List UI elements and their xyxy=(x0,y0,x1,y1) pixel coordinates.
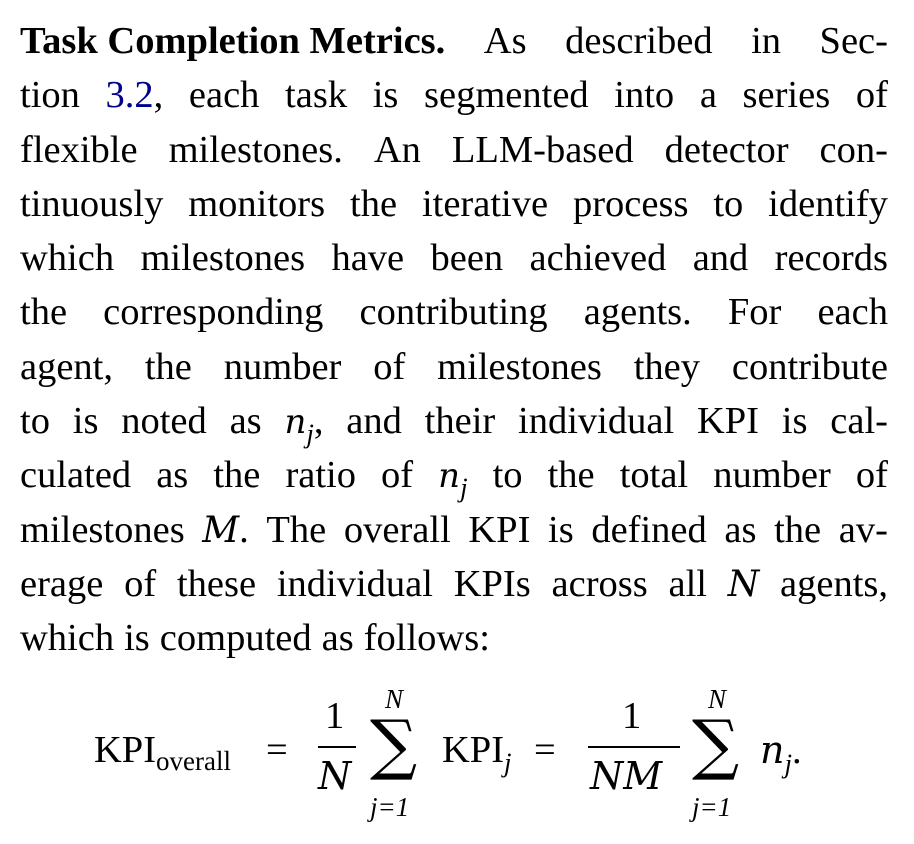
word: erage xyxy=(20,562,104,605)
paragraph-line xyxy=(20,557,888,611)
word: KPI xyxy=(696,400,759,443)
word: An xyxy=(373,128,421,171)
word: contributing xyxy=(359,291,548,334)
word: each xyxy=(817,291,888,334)
paragraph-line xyxy=(20,448,888,502)
section-heading: Task Completion Metrics. xyxy=(20,20,446,62)
frac2-denominator: NM xyxy=(590,754,663,798)
sum1-sigma-icon: ∑ xyxy=(370,706,418,783)
word: individual xyxy=(276,562,433,605)
word: $n_j$, xyxy=(284,400,324,449)
word: which xyxy=(20,617,115,660)
word: noted xyxy=(121,400,207,443)
word: these xyxy=(176,562,257,605)
eq-lhs: $KPI_{overall}$ xyxy=(94,729,232,777)
word: culated xyxy=(20,454,132,497)
word: and xyxy=(692,237,749,280)
word: ratio xyxy=(285,454,356,497)
eq-term-kpi-j: $KPI_j$ xyxy=(442,729,512,778)
paragraph-line xyxy=(20,177,888,231)
sum1-lower-limit: j=1 xyxy=(370,792,410,822)
word: KPI xyxy=(468,508,531,551)
word: is xyxy=(781,400,808,443)
word: is xyxy=(72,400,99,443)
sum2-upper-limit: N xyxy=(708,684,727,714)
word: across xyxy=(551,562,648,605)
word: av- xyxy=(838,508,888,551)
eq-equals-1: = xyxy=(266,729,288,771)
frac1-numerator: 1 xyxy=(325,695,345,737)
word: process xyxy=(572,182,689,225)
word: cal- xyxy=(830,400,888,443)
word: As xyxy=(483,20,527,62)
word: $n_j$ xyxy=(438,456,468,503)
word: contribute xyxy=(731,345,888,388)
word: milestones. xyxy=(168,128,343,171)
word: agents. xyxy=(583,291,692,334)
word: The xyxy=(266,508,327,551)
word: all xyxy=(668,562,707,605)
word: achieved xyxy=(529,237,667,280)
word: agents, xyxy=(780,562,888,605)
word: task xyxy=(285,74,348,117)
frac2-numerator: 1 xyxy=(622,695,642,737)
word: the xyxy=(350,182,398,225)
paragraph-line xyxy=(20,503,888,557)
word: tion xyxy=(20,74,80,117)
word: to xyxy=(20,400,50,443)
equation-kpi-overall xyxy=(94,684,834,830)
sum2-sigma-icon: ∑ xyxy=(692,706,740,783)
word: their xyxy=(424,400,496,443)
word: described xyxy=(565,20,713,62)
word: 3.2, xyxy=(105,74,164,117)
word: as xyxy=(156,454,189,497)
word: have xyxy=(331,237,405,280)
word: individual xyxy=(518,400,675,443)
eq-term-n-j: $n_j$. xyxy=(760,728,802,779)
word: is xyxy=(124,617,150,660)
paragraph-line xyxy=(20,14,888,68)
word: milestones xyxy=(20,508,185,551)
word: follows: xyxy=(363,617,490,660)
word: segmented xyxy=(424,74,589,117)
frac2-bar xyxy=(588,746,680,748)
paragraph-line xyxy=(20,68,888,122)
word: identify xyxy=(768,182,888,225)
word: been xyxy=(430,237,504,280)
word: agent, xyxy=(20,345,113,388)
word: milestones xyxy=(140,237,306,280)
word: defined xyxy=(591,508,707,551)
word: of xyxy=(373,345,406,388)
word: corresponding xyxy=(103,291,324,334)
word: overall xyxy=(343,508,451,551)
word: number xyxy=(713,454,831,497)
frac1-bar xyxy=(318,746,356,748)
eq-equals-2: = xyxy=(534,729,556,771)
word: as xyxy=(229,400,262,443)
frac1-denominator: N xyxy=(318,754,352,798)
word: iterative xyxy=(421,182,549,225)
section-cross-reference-link[interactable]: 3.2 xyxy=(105,74,154,117)
word: is xyxy=(548,508,574,551)
word: number xyxy=(223,345,342,388)
word: the xyxy=(213,454,261,497)
word: tinuously xyxy=(20,182,164,225)
word: detector xyxy=(664,128,789,171)
word: of xyxy=(855,74,888,117)
word: to xyxy=(492,454,523,497)
word: each xyxy=(188,74,260,117)
word: con- xyxy=(819,128,888,171)
word: M. xyxy=(202,508,249,551)
paragraph-line xyxy=(20,611,888,665)
paragraph-line xyxy=(20,340,888,394)
paragraph-line xyxy=(20,394,888,448)
word: as xyxy=(321,617,354,660)
word: a xyxy=(699,74,717,117)
word: records xyxy=(774,237,888,280)
word: of xyxy=(381,454,414,497)
sum2-lower-limit: j=1 xyxy=(692,792,732,822)
word: the xyxy=(144,345,192,388)
sum1-upper-limit: N xyxy=(385,684,404,714)
paragraph xyxy=(20,14,888,666)
word: as xyxy=(724,508,757,551)
word: monitors xyxy=(188,182,326,225)
word: milestones xyxy=(437,345,602,388)
word: of xyxy=(855,454,888,497)
word: and xyxy=(346,400,402,443)
paragraph-line xyxy=(20,231,888,285)
word: of xyxy=(124,562,157,605)
word: LLM-based xyxy=(451,128,634,171)
word: to xyxy=(713,182,744,225)
word: total xyxy=(619,454,689,497)
word: Sec- xyxy=(819,20,888,62)
word: the xyxy=(547,454,595,497)
word: into xyxy=(614,74,675,117)
word: flexible xyxy=(20,128,138,171)
word: For xyxy=(727,291,782,334)
paragraph-line xyxy=(20,123,888,177)
word: they xyxy=(633,345,701,388)
word: the xyxy=(20,291,68,334)
word: KPIs xyxy=(453,562,531,605)
word: computed xyxy=(159,617,312,660)
word: in xyxy=(751,20,782,62)
word: which xyxy=(20,237,115,280)
paragraph-line xyxy=(20,285,888,339)
word: series xyxy=(742,74,831,117)
word: is xyxy=(372,74,399,117)
word: N xyxy=(727,563,760,605)
word: the xyxy=(774,508,822,551)
